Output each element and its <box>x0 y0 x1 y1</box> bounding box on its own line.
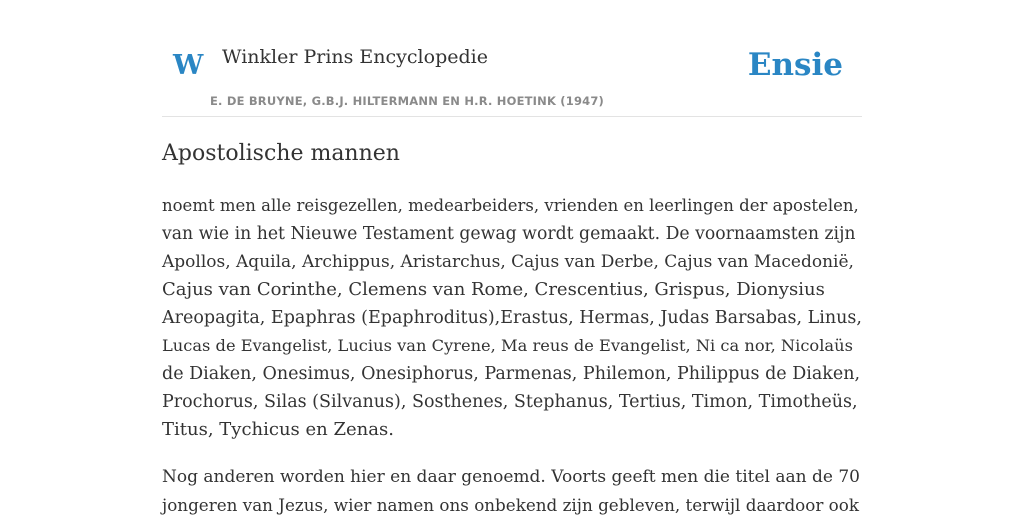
header <box>162 0 862 117</box>
paragraph-line: de Diaken, Onesimus, Onesiphorus, Parmenas, Philemon, Philippus de Diaken, <box>162 364 861 384</box>
paragraph-line: Titus, Tychicus en Zenas. <box>162 419 394 440</box>
article-paragraph-2 <box>162 463 862 519</box>
paragraph-line: jongeren van Jezus, wier namen ons onbekend zijn gebleven, terwijl daardoor ook <box>162 495 859 515</box>
paragraph-line: Lucas de Evangelist, Lucius van Cyrene, Ma reus de Evangelist, Ni ca nor, Nicolaüs <box>162 336 853 355</box>
publication-logo-icon[interactable]: W <box>173 50 204 81</box>
paragraph-line: van wie in het Nieuwe Testament gewag wordt gemaakt. De voornaamsten zijn <box>162 224 856 244</box>
paragraph-line: Nog anderen worden hier en daar genoemd. Voorts geeft men die titel aan de 70 <box>162 467 860 487</box>
publication-authors: E. DE BRUYNE, G.B.J. HILTERMANN EN H.R. HOETINK (1947) <box>210 94 605 108</box>
article-paragraph-1 <box>162 192 862 444</box>
publication-title[interactable]: Winkler Prins Encyclopedie <box>222 46 488 68</box>
article-title: Apostolische mannen <box>162 141 400 166</box>
brand-logo-link[interactable]: Ensie <box>747 47 843 83</box>
paragraph-line: Areopagita, Epaphras (Epaphroditus),Erastus, Hermas, Judas Barsabas, Linus, <box>162 308 862 328</box>
paragraph-line: Cajus van Corinthe, Clemens van Rome, Crescentius, Grispus, Dionysius <box>162 279 825 300</box>
paragraph-line: noemt men alle reisgezellen, medearbeiders, vrienden en leerlingen der apostelen, <box>162 196 859 215</box>
page <box>162 0 862 515</box>
paragraph-line: Prochorus, Silas (Silvanus), Sosthenes, Stephanus, Tertius, Timon, Timotheüs, <box>162 392 858 412</box>
paragraph-line: Apollos, Aquila, Archippus, Aristarchus, Cajus van Derbe, Cajus van Macedonië, <box>162 252 854 272</box>
